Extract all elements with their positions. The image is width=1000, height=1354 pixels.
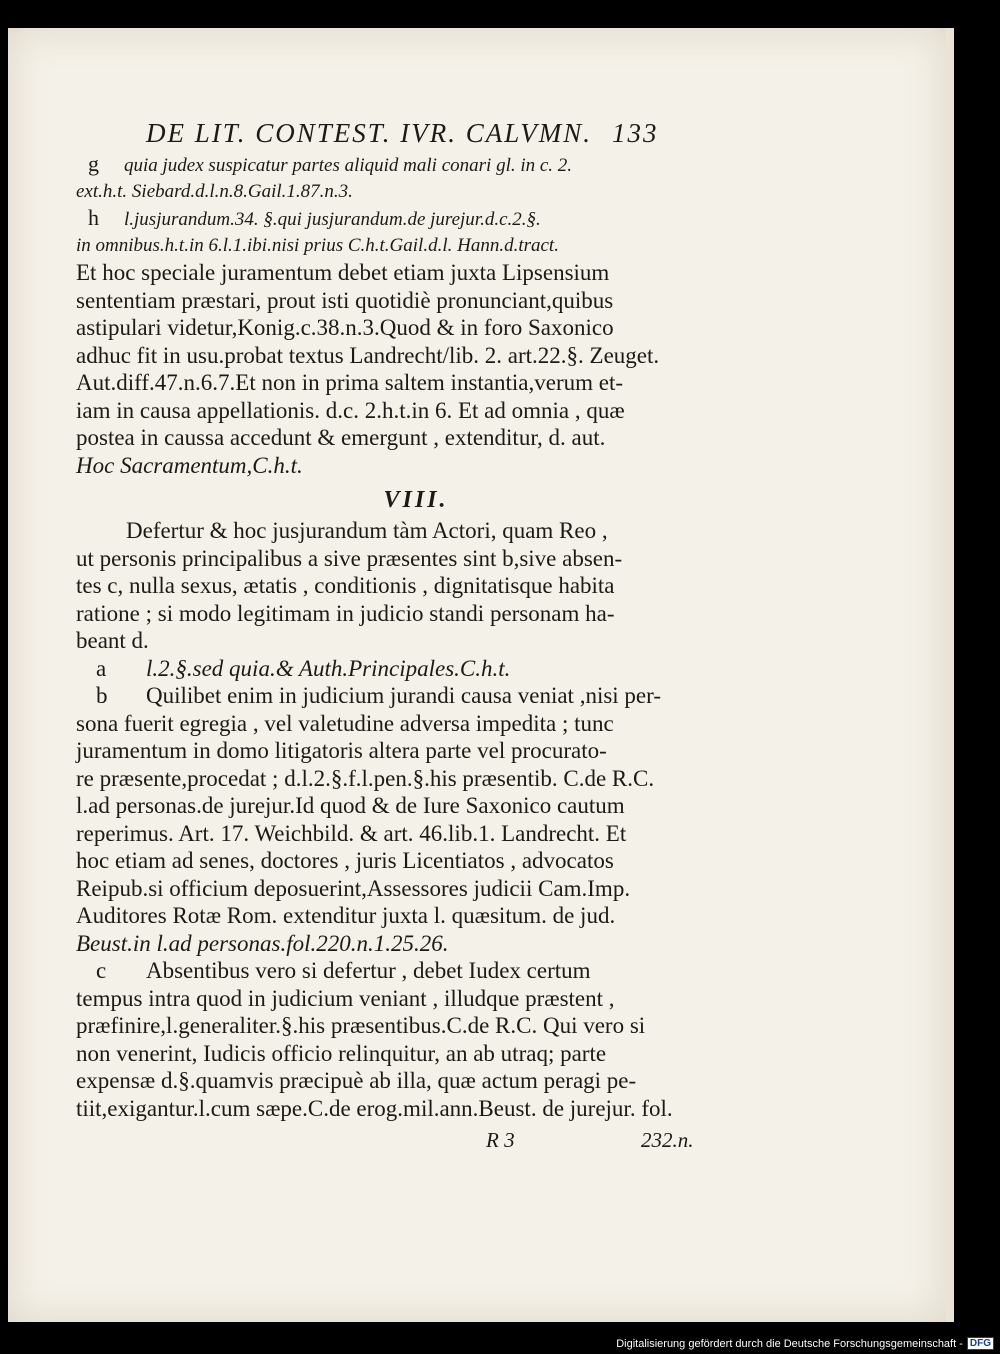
note-text: l.2.§.sed quia.& Auth.Principales.C.h.t. [146,655,511,681]
text-line: sententiam præstari, prout isti quotidiè pronunciant,quibus [76,287,614,313]
text-line: Quilibet enim in judicium jurandi causa veniat ,nisi per- [146,683,661,708]
note-mark: g [88,151,99,176]
running-head-title: DE LIT. CONTEST. IVR. CALVMN. [146,118,593,148]
text-line: non venerint, Iudicis officio relinquitur, an ab utraq; parte [76,1040,607,1066]
note-mark: c [96,958,107,983]
page-number: 133 [612,118,659,148]
note-line: in omnibus.h.t.in 6.l.1.ibi.nisi prius C.h.t.Gail.d.l. Hann.d.tract. [76,235,559,256]
digitization-footer [616,1337,994,1350]
text-line: juramentum in domo litigatoris altera parte vel procurato- [76,738,607,763]
page-edge [946,28,954,1322]
footnote-h [76,205,716,259]
text-line: Beust.in l.ad personas.fol.220.n.1.25.26. [76,930,449,956]
signature-mark: R 3 [486,1128,515,1152]
paragraph-1 [76,259,716,479]
text-line: expensæ d.§.quamvis præcipuè ab illa, quæ actum peragi pe- [76,1068,637,1093]
dfg-logo: DFG [967,1337,994,1350]
book-page [8,28,946,1322]
section-number: VIII. [383,487,449,513]
footnote-b [76,682,716,957]
note-line: l.jusjurandum.34. §.qui jusjurandum.de jurejur.d.c.2.§. [124,209,541,230]
text-line: astipulari videtur,Konig.c.38.n.3.Quod & in foro Saxonico [76,315,614,340]
footnote-g [76,151,716,205]
text-line: postea in caussa accedunt & emergunt , extenditur, d. aut. [76,425,606,450]
text-line: ratione ; si modo legitimam in judicio standi personam ha- [76,600,615,626]
text-line: Reipub.si officium deposuerint,Assessores judicii Cam.Imp. [76,875,631,901]
note-line: ext.h.t. Siebard.d.l.n.8.Gail.1.87.n.3. [76,181,353,202]
text-line: sona fuerit egregia , vel valetudine adversa impedita ; tunc [76,710,614,736]
text-line: re præsente,procedat ; d.l.2.§.f.l.pen.§.his præsentib. C.de R.C. [76,765,655,791]
paragraph-2 [76,517,716,655]
text-block [76,118,716,1158]
text-line: Defertur & hoc jusjurandum tàm Actori, quam Reo , [126,518,608,543]
text-line: tes c, nulla sexus, ætatis , conditionis , dignitatisque habita [76,573,615,598]
text-line: Hoc Sacramentum,C.h.t. [76,452,303,478]
catchword: 232.n. [641,1128,694,1152]
text-line: iam in causa appellationis. d.c. 2.h.t.in 6. Et ad omnia , quæ [76,397,625,423]
text-line: Et hoc speciale juramentum debet etiam juxta Lipsensium [76,260,610,285]
text-line: tiit,exigantur.l.cum sæpe.C.de erog.mil.ann.Beust. de jurejur. fol. [76,1095,673,1121]
text-line: præfinire,l.generaliter.§.his præsentibus.C.de R.C. Qui vero si [76,1013,646,1038]
text-line: l.ad personas.de jurejur.Id quod & de Iure Saxonico cautum [76,793,625,818]
text-line: hoc etiam ad senes, doctores , juris Licentiatos , advocatos [76,848,614,873]
catchword-line [76,1128,716,1158]
text-line: tempus intra quod in judicium veniant , illudque præstent , [76,985,615,1011]
text-line: Absentibus vero si defertur , debet Iudex certum [146,958,591,983]
footnote-c [76,957,716,1122]
text-line: ut personis principalibus a sive præsentes sint b,sive absen- [76,545,623,571]
note-mark: a [96,655,107,681]
footer-text: Digitalisierung gefördert durch die Deutsche Forschungsgemeinschaft - [616,1337,963,1350]
running-head [146,118,716,149]
note-line: quia judex suspicatur partes aliquid mali conari gl. in c. 2. [124,155,573,176]
text-line: reperimus. Art. 17. Weichbild. & art. 46.lib.1. Landrecht. Et [76,820,627,846]
note-mark: b [96,683,108,708]
text-line: adhuc fit in usu.probat textus Landrecht/lib. 2. art.22.§. Zeuget. [76,342,660,368]
footnote-a [76,655,716,683]
note-mark: h [88,205,99,230]
text-line: Aut.diff.47.n.6.7.Et non in prima saltem instantia,verum et- [76,370,624,395]
text-line: Auditores Rotæ Rom. extenditur juxta l. quæsitum. de jud. [76,903,616,928]
text-line: beant d. [76,628,149,653]
